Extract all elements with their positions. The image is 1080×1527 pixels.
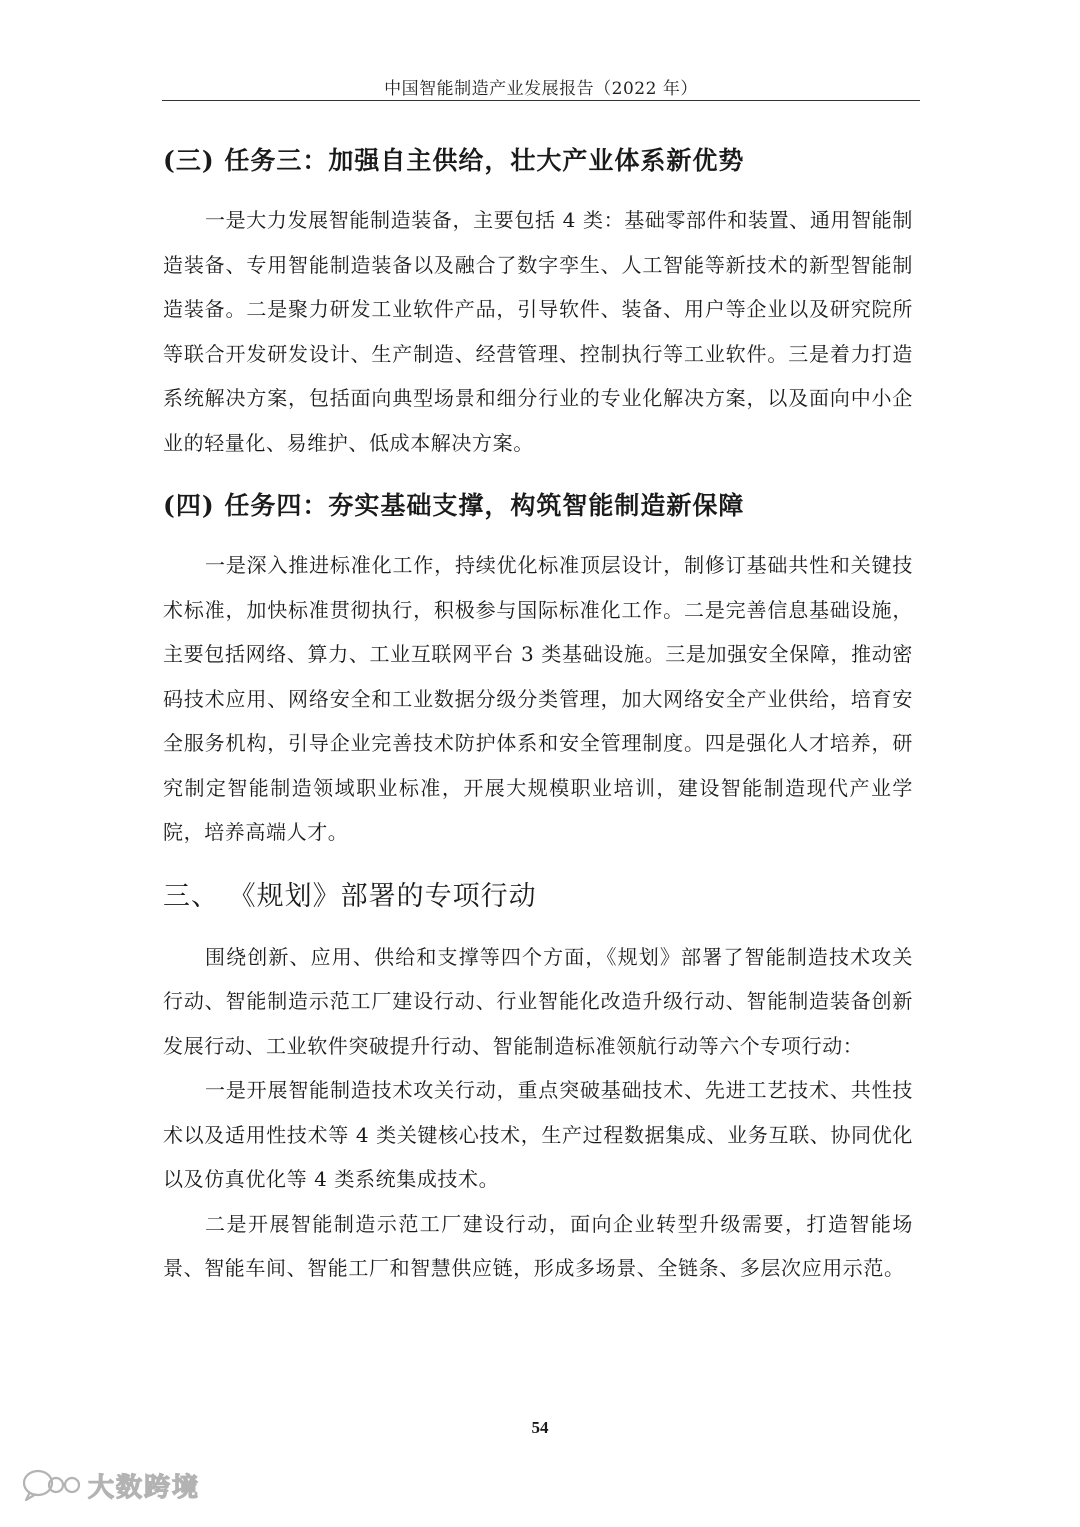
- paragraph-task4: 一是深入推进标准化工作，持续优化标准顶层设计，制修订基础共性和关键技术标准，加快标准贯彻执行，积极参与国际标准化工作。二是完善信息基础设施，主要包括网络、算力、工业互联网平台 3 类基础设施。三是加强安全保障，推动密码技术应用、网络安全和工业数据分级分类管理，加大网络安全产业供给，培育安全服务机构，引导企业完善技术防护体系和安全管理制度。四是强化人才培养，研究制定智能制造领域职业标准，开展大规模职业培训，建设智能制造现代产业学院，培养高端人才。: [163, 553, 913, 844]
- chat-bubble-logo-icon: [20, 1465, 82, 1505]
- chapter-heading-special-actions: 三、 《规划》部署的专项行动: [163, 880, 537, 912]
- watermark-text: 大数跨境: [88, 1472, 201, 1503]
- page-number: 54: [531, 1418, 549, 1437]
- paragraph-chapter3-intro: 围绕创新、应用、供给和支撑等四个方面，《规划》部署了智能制造技术攻关行动、智能制造示范工厂建设行动、行业智能化改造升级行动、智能制造装备创新发展行动、工业软件突破提升行动、智能制造标准领航行动等六个专项行动：: [163, 944, 913, 1058]
- section-heading-task4: (四) 任务四：夯实基础支撑，构筑智能制造新保障: [163, 491, 745, 520]
- page-body: [163, 140, 913, 1291]
- section-heading-task3: (三) 任务三：加强自主供给，壮大产业体系新优势: [163, 146, 745, 175]
- watermark: [20, 1463, 200, 1507]
- header-divider: [162, 100, 920, 101]
- running-header: 中国智能制造产业发展报告（2022 年）: [384, 79, 698, 99]
- paragraph-action-2: 二是开展智能制造示范工厂建设行动，面向企业转型升级需要，打造智能场景、智能车间、智能工厂和智慧供应链，形成多场景、全链条、多层次应用示范。: [163, 1211, 913, 1280]
- paragraph-action-1: 一是开展智能制造技术攻关行动，重点突破基础技术、先进工艺技术、共性技术以及适用性技术等 4 类关键核心技术，生产过程数据集成、业务互联、协同优化以及仿真优化等 4 类系统集成技术。: [163, 1078, 913, 1191]
- paragraph-task3: 一是大力发展智能制造装备，主要包括 4 类：基础零部件和装置、通用智能制造装备、专用智能制造装备以及融合了数字孪生、人工智能等新技术的新型智能制造装备。二是聚力研发工业软件产品，引导软件、装备、用户等企业以及研究院所等联合开发研发设计、生产制造、经营管理、控制执行等工业软件。三是着力打造系统解决方案，包括面向典型场景和细分行业的专业化解决方案，以及面向中小企业的轻量化、易维护、低成本解决方案。: [163, 208, 913, 455]
